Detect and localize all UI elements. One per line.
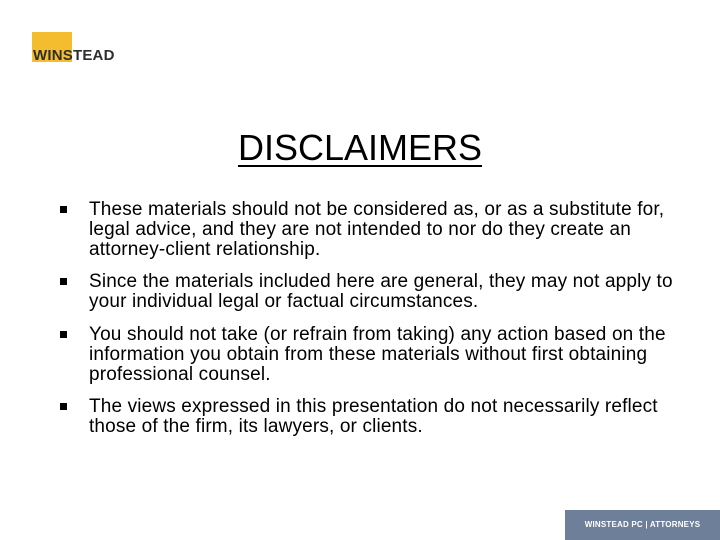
disclaimer-item [60, 272, 680, 312]
bullet-icon [60, 206, 67, 213]
disclaimer-text: The views expressed in this presentation do not necessarily reflect those of the firm, its lawyers, or clients. [89, 396, 658, 438]
disclaimer-text: Since the materials included here are general, they may not apply to your individual legal or factual circumstances. [89, 271, 673, 313]
winstead-logo [32, 32, 142, 64]
disclaimer-text: These materials should not be considered as, or as a substitute for, legal advice, and they are not intended to nor do they create an attorney-client relationship. [89, 199, 665, 260]
bullet-icon [60, 331, 67, 338]
bullet-icon [60, 278, 67, 285]
footer-brand-bar: WINSTEAD PC | ATTORNEYS [565, 510, 720, 540]
disclaimer-item [60, 397, 680, 437]
disclaimer-item [60, 325, 680, 384]
disclaimer-text: You should not take (or refrain from taking) any action based on the information you obtain from these materials without first obtaining professional counsel. [89, 323, 666, 385]
page-title: DISCLAIMERS [237, 127, 483, 168]
bullet-icon [60, 403, 67, 410]
disclaimer-item [60, 200, 680, 259]
disclaimer-list [60, 200, 680, 437]
logo-text: WINSTEAD [33, 47, 115, 64]
